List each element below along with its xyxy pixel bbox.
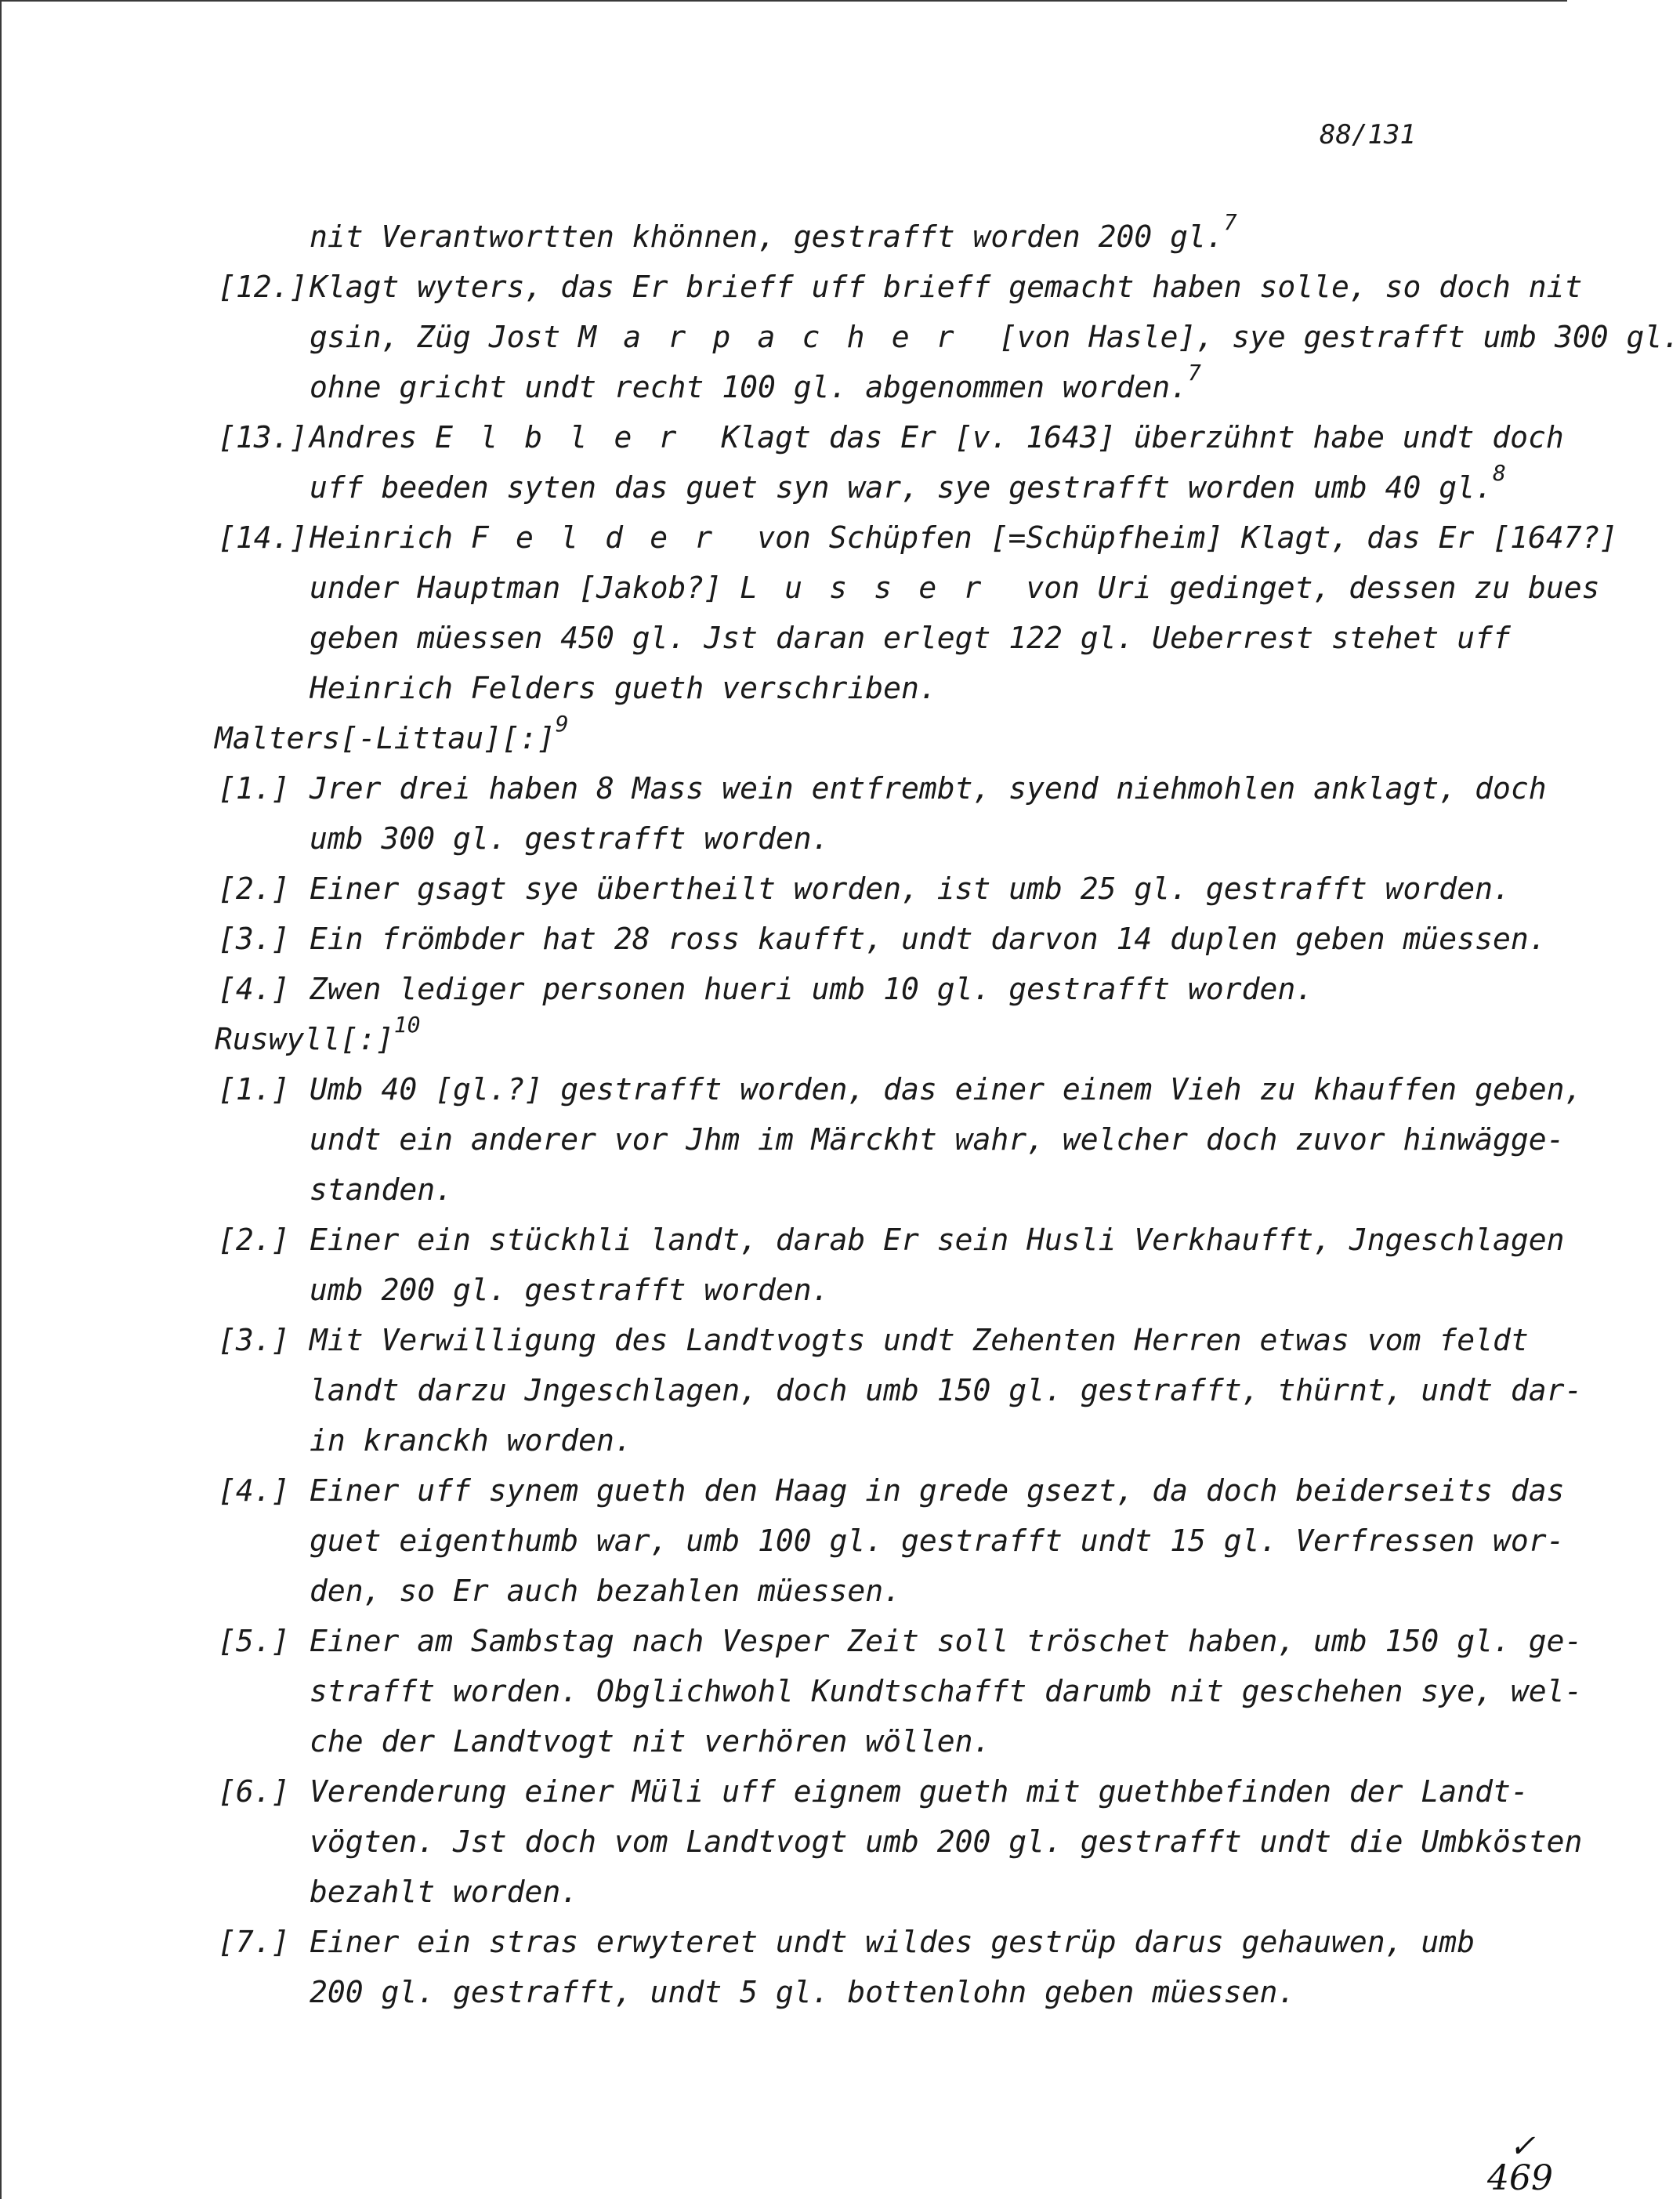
text-line: ohne gricht undt recht 100 gl. abgenommen worden.$^7$ — [310, 360, 1201, 404]
entry-number: [13.] — [218, 420, 308, 455]
entry-number: [5.] — [218, 1624, 290, 1658]
entry-number: [14.] — [218, 520, 308, 555]
text-line: Heinrich Felder von Schüpfen [=Schüpfheim] Klagt, das Er [1647?] — [310, 520, 1618, 555]
footnote-ref: 8 — [1492, 460, 1506, 487]
handwritten-check-mark: ✓ — [1509, 2128, 1536, 2165]
text-line: landt darzu Jngeschlagen, doch umb 150 gl. gestrafft, thürnt, undt dar- — [310, 1373, 1583, 1407]
text-line: Mit Verwilligung des Landtvogts undt Zehenten Herren etwas vom feldt — [310, 1323, 1529, 1357]
text-line: uff beeden syten das guet syn war, sye gestrafft worden umb 40 gl.$^8$ — [310, 460, 1506, 505]
entry-number: [12.] — [218, 270, 308, 304]
text-line: vögten. Jst doch vom Landtvogt umb 200 gl. gestrafft undt die Umbkösten — [310, 1824, 1583, 1859]
page-number: 88/131 — [1320, 119, 1416, 150]
text-line: gsin, Züg Jost Marpacher [von Hasle], sye gestrafft umb 300 gl. — [310, 320, 1680, 354]
entry-number: [4.] — [218, 1473, 290, 1508]
text-line: umb 200 gl. gestrafft worden. — [310, 1273, 830, 1307]
text-line: 200 gl. gestrafft, undt 5 gl. bottenlohn geben müessen. — [310, 1975, 1296, 2009]
text-line: Ein frömbder hat 28 ross kaufft, undt darvon 14 duplen geben müessen. — [310, 922, 1547, 956]
section-heading-malters: Malters[-Littau][:]$^9$ — [215, 711, 569, 755]
text-line: den, so Er auch bezahlen müessen. — [310, 1574, 901, 1608]
text-line: umb 300 gl. gestrafft worden. — [310, 821, 830, 856]
footnote-ref: 9 — [555, 711, 569, 737]
text-line: Zwen lediger personen hueri umb 10 gl. gestrafft worden. — [310, 972, 1314, 1006]
text-line: nit Verantwortten khönnen, gestrafft worden 200 gl.$^7$ — [310, 209, 1237, 254]
text-line: Andres Elbler Klagt das Er [v. 1643] überzühnt habe undt doch — [310, 420, 1564, 455]
footnote-ref: 10 — [393, 1012, 421, 1038]
text-line: Verenderung einer Müli uff eignem gueth mit guethbefinden der Landt- — [310, 1774, 1529, 1809]
spaced-name: Felder — [470, 520, 740, 555]
text-line: Jrer drei haben 8 Mass wein entfrembt, syend niehmohlen anklagt, doch — [310, 771, 1547, 806]
spaced-name: Lusser — [740, 571, 1008, 605]
text-line: geben müessen 450 gl. Jst daran erlegt 122 gl. Ueberrest stehet uff — [310, 621, 1511, 655]
footnote-ref: 7 — [1223, 209, 1237, 236]
section-heading-ruswyl: Ruswyll[:]$^{10}$ — [215, 1012, 421, 1056]
footnote-ref: 7 — [1188, 360, 1201, 386]
handwritten-folio-number: 469 — [1487, 2158, 1553, 2198]
text-line: Umb 40 [gl.?] gestrafft worden, das einer einem Vieh zu khauffen geben, — [310, 1072, 1583, 1107]
text-line: undt ein anderer vor Jhm im Märckht wahr, welcher doch zuvor hinwägge- — [310, 1122, 1565, 1157]
entry-number: [3.] — [218, 1323, 290, 1357]
entry-number: [2.] — [218, 871, 290, 906]
text-line: Heinrich Felders gueth verschriben. — [310, 671, 937, 705]
text-line: Einer am Sambstag nach Vesper Zeit soll tröschet haben, umb 150 gl. ge- — [310, 1624, 1583, 1658]
entry-number: [7.] — [218, 1925, 290, 1959]
spaced-name: Elbler — [435, 420, 704, 455]
entry-number: [3.] — [218, 922, 290, 956]
text-line: bezahlt worden. — [310, 1875, 579, 1909]
text-line: Einer gsagt sye übertheilt worden, ist umb 25 gl. gestrafft worden. — [310, 871, 1511, 906]
entry-number: [6.] — [218, 1774, 290, 1809]
text-line: Einer uff synem gueth den Haag in grede gsezt, da doch beiderseits das — [310, 1473, 1565, 1508]
text-line: standen. — [310, 1172, 454, 1207]
spaced-name: Marpacher — [578, 320, 981, 354]
text-line: Einer ein stückhli landt, darab Er sein Husli Verkhaufft, Jngeschlagen — [310, 1223, 1565, 1257]
text-line: Einer ein stras erwyteret undt wildes gestrüp darus gehauwen, umb — [310, 1925, 1475, 1959]
text-line: under Hauptman [Jakob?] Lusser von Uri gedinget, dessen zu bues — [310, 571, 1600, 605]
text-line: guet eigenthumb war, umb 100 gl. gestrafft undt 15 gl. Verfressen wor- — [310, 1523, 1565, 1558]
entry-number: [2.] — [218, 1223, 290, 1257]
entry-number: [4.] — [218, 972, 290, 1006]
entry-number: [1.] — [218, 771, 290, 806]
text-line: Klagt wyters, das Er brieff uff brieff gemacht haben solle, so doch nit — [310, 270, 1583, 304]
text-line: in kranckh worden. — [310, 1423, 632, 1458]
entry-number: [1.] — [218, 1072, 290, 1107]
text-line: che der Landtvogt nit verhören wöllen. — [310, 1724, 991, 1759]
text-line: strafft worden. Obglichwohl Kundtschafft darumb nit geschehen sye, wel- — [310, 1674, 1583, 1708]
